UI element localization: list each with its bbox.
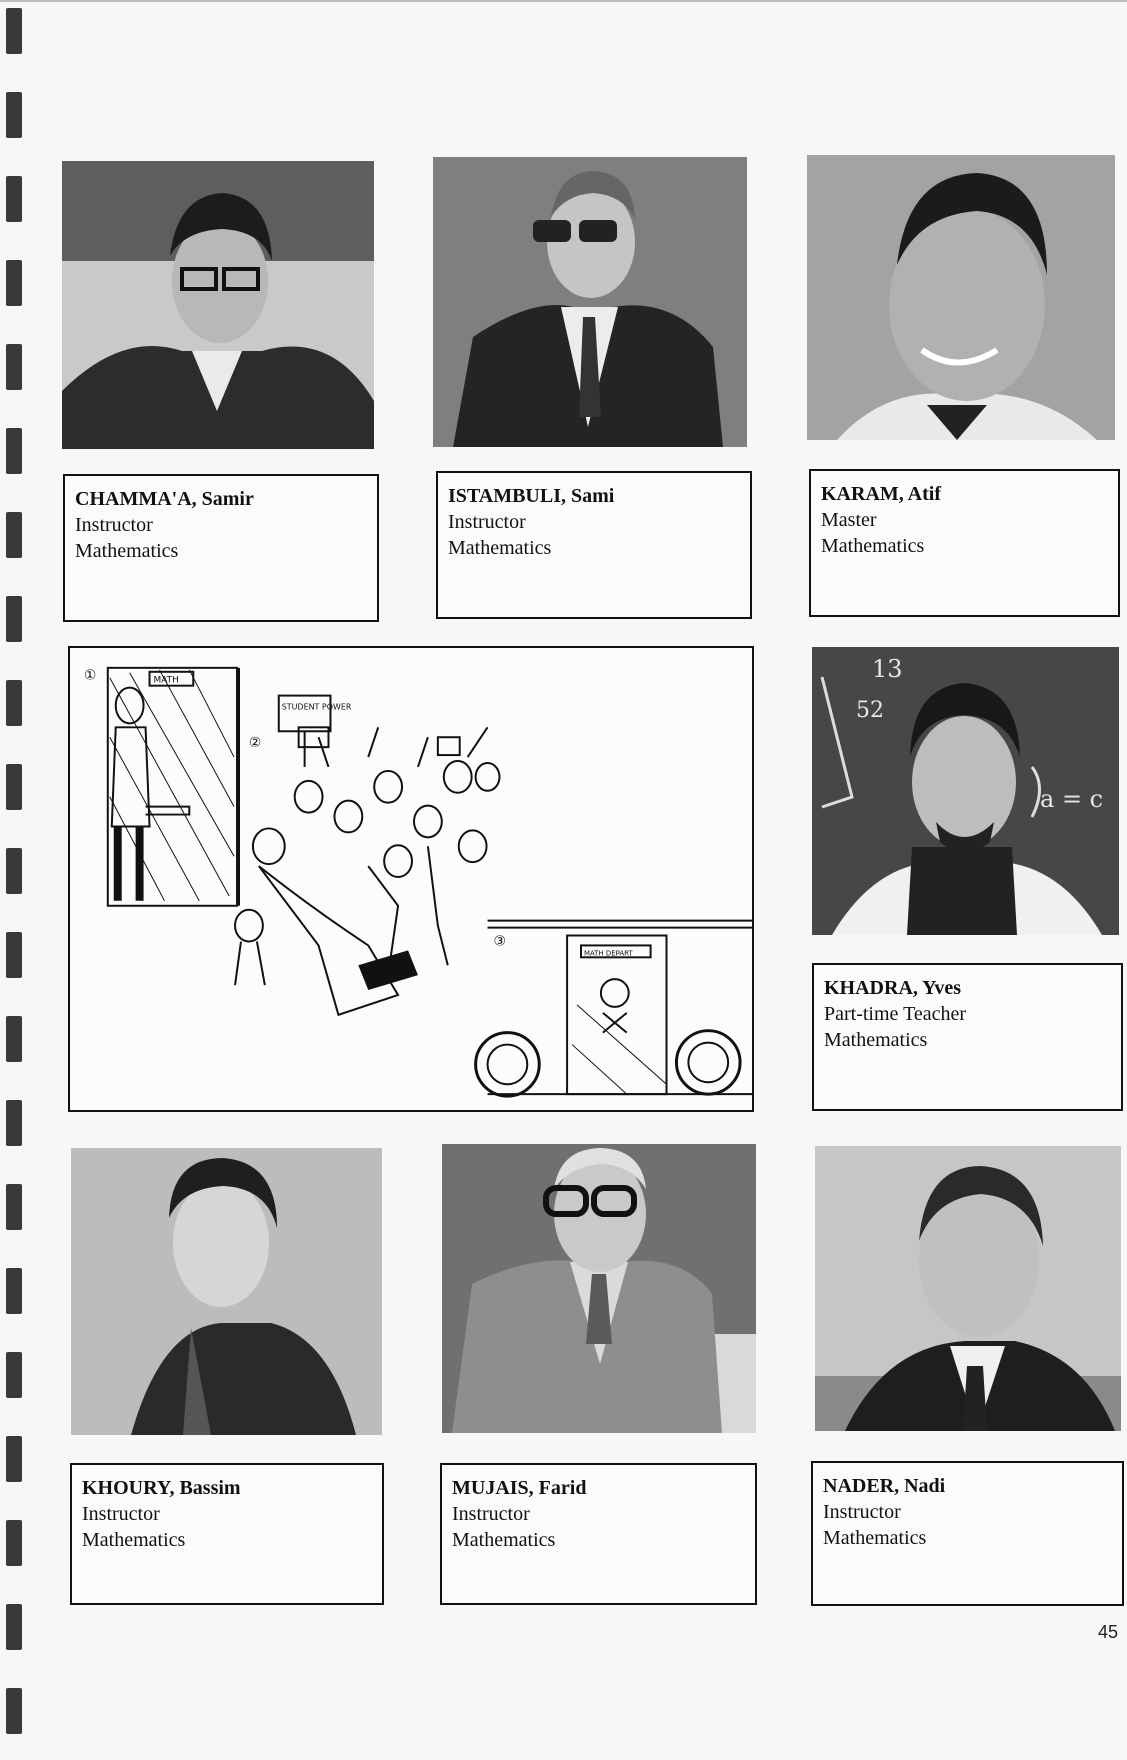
blackboard-text: a = c	[1040, 785, 1104, 813]
binding-hole	[6, 344, 22, 390]
binding-hole	[6, 92, 22, 138]
staff-caption-khoury	[70, 1463, 384, 1605]
page-top-edge	[0, 0, 1127, 2]
binding-hole	[6, 1604, 22, 1650]
staff-title: Instructor	[823, 1501, 901, 1523]
staff-caption-nader	[811, 1461, 1124, 1606]
staff-title: Instructor	[452, 1503, 530, 1525]
portrait-photo-mujais	[442, 1144, 756, 1433]
staff-caption-karam	[809, 469, 1120, 617]
door-sign-label: MATH	[153, 675, 179, 686]
binding-hole	[6, 764, 22, 810]
staff-name: KARAM, Atif	[821, 483, 941, 505]
binding-hole	[6, 1016, 22, 1062]
staff-name: CHAMMA'A, Samir	[75, 488, 254, 510]
binding-hole	[6, 932, 22, 978]
binding-hole	[6, 1352, 22, 1398]
staff-caption-khadra	[812, 963, 1123, 1111]
staff-caption-istambuli	[436, 471, 752, 619]
blackboard-text: 13	[872, 655, 903, 683]
staff-caption-mujais	[440, 1463, 757, 1605]
binding-hole	[6, 428, 22, 474]
portrait-photo-khadra	[812, 647, 1119, 935]
staff-name: KHOURY, Bassim	[82, 1477, 241, 1499]
staff-title: Instructor	[75, 514, 153, 536]
portrait-photo-karam	[807, 155, 1115, 440]
staff-name: MUJAIS, Farid	[452, 1477, 587, 1499]
staff-title: Instructor	[82, 1503, 160, 1525]
binding-holes	[4, 0, 24, 1760]
binding-hole	[6, 596, 22, 642]
binding-hole	[6, 260, 22, 306]
staff-department: Mathematics	[823, 1527, 927, 1549]
staff-name: NADER, Nadi	[823, 1475, 946, 1497]
blackboard-text: 52	[856, 698, 884, 723]
binding-hole	[6, 1268, 22, 1314]
staff-department: Mathematics	[452, 1529, 556, 1551]
staff-department: Mathematics	[824, 1029, 928, 1051]
portrait-photo-khoury	[71, 1148, 382, 1435]
binding-hole	[6, 848, 22, 894]
staff-title: Part-time Teacher	[824, 1003, 967, 1025]
staff-department: Mathematics	[75, 540, 179, 562]
math-department-cartoon	[68, 646, 754, 1112]
binding-hole	[6, 1688, 22, 1734]
staff-name: ISTAMBULI, Sami	[448, 485, 615, 507]
staff-title: Master	[821, 509, 877, 531]
placard-label: STUDENT POWER	[281, 702, 352, 712]
page-number: 45	[1098, 1622, 1119, 1642]
panel-label-1: ①	[83, 667, 97, 684]
staff-department: Mathematics	[82, 1529, 186, 1551]
portrait-photo-chammaa	[62, 161, 374, 449]
office-sign-label: MATH DEPART	[583, 949, 633, 958]
staff-name: KHADRA, Yves	[824, 977, 962, 999]
binding-hole	[6, 680, 22, 726]
panel-label-3: ③	[493, 933, 506, 950]
binding-hole	[6, 512, 22, 558]
staff-department: Mathematics	[448, 537, 552, 559]
binding-hole	[6, 1520, 22, 1566]
binding-hole	[6, 1436, 22, 1482]
binding-hole	[6, 1184, 22, 1230]
binding-hole	[6, 8, 22, 54]
staff-department: Mathematics	[821, 535, 925, 557]
staff-caption-chammaa	[63, 474, 379, 622]
portrait-photo-istambuli	[433, 157, 747, 447]
portrait-photo-nader	[815, 1146, 1121, 1431]
binding-hole	[6, 1100, 22, 1146]
binding-hole	[6, 176, 22, 222]
panel-label-2: ②	[248, 735, 262, 752]
staff-title: Instructor	[448, 511, 526, 533]
